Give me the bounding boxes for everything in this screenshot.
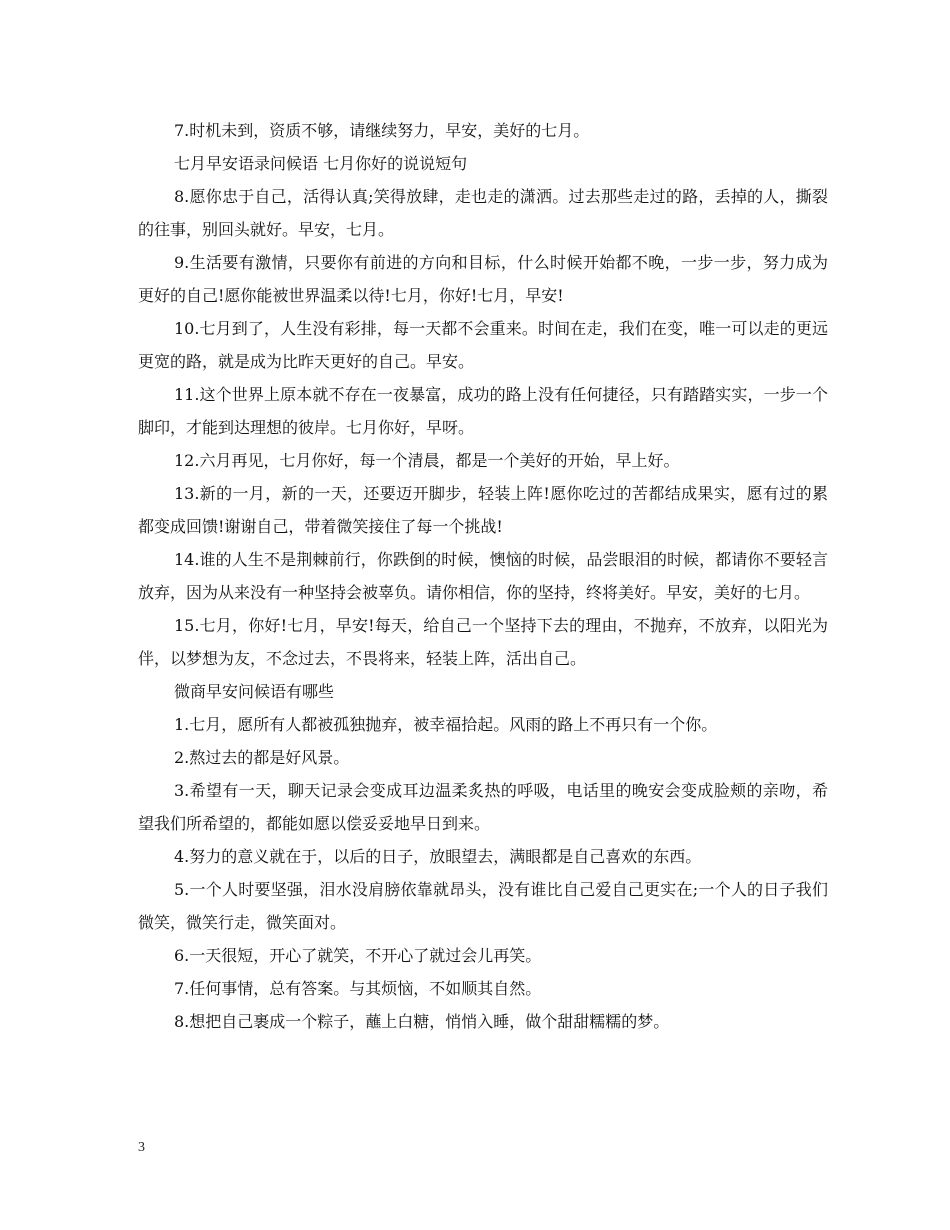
paragraph: 5.一个人时要坚强，泪水没肩膀依靠就昂头，没有谁比自己爱自己更实在;一个人的日子我们微笑，微笑行走，微笑面对。 <box>138 880 828 932</box>
paragraph: 11.这个世界上原本就不存在一夜暴富，成功的路上没有任何捷径，只有踏踏实实，一步一个脚印，才能到达理想的彼岸。七月你好，早呀。 <box>138 385 828 437</box>
page-content <box>138 114 828 1038</box>
paragraph: 3.希望有一天，聊天记录会变成耳边温柔炙热的呼吸，电话里的晚安会变成脸颊的亲吻，希望我们所希望的，都能如愿以偿妥妥地早日到来。 <box>138 781 828 833</box>
section-heading: 微商早安问候语有哪些 <box>174 682 335 701</box>
paragraph: 7.时机未到，资质不够，请继续努力，早安，美好的七月。 <box>174 121 590 140</box>
paragraph: 7.任何事情，总有答案。与其烦恼，不如顺其自然。 <box>174 979 542 998</box>
paragraph: 15.七月，你好!七月，早安!每天，给自己一个坚持下去的理由，不抛弃，不放弃，以阳光为伴，以梦想为友，不念过去，不畏将来，轻装上阵，活出自己。 <box>138 616 828 668</box>
paragraph: 8.想把自己裹成一个粽子，蘸上白糖，悄悄入睡，做个甜甜糯糯的梦。 <box>174 1012 670 1031</box>
paragraph: 13.新的一月，新的一天，还要迈开脚步，轻装上阵!愿你吃过的苦都结成果实，愿有过的累都变成回馈!谢谢自己，带着微笑接住了每一个挑战! <box>138 484 828 536</box>
paragraph: 10.七月到了，人生没有彩排，每一天都不会重来。时间在走，我们在变，唯一可以走的更远更宽的路，就是成为比昨天更好的自己。早安。 <box>138 319 828 371</box>
paragraph: 12.六月再见，七月你好，每一个清晨，都是一个美好的开始，早上好。 <box>174 451 680 470</box>
section-heading: 七月早安语录问候语 七月你好的说说短句 <box>174 154 468 173</box>
paragraph: 4.努力的意义就在于，以后的日子，放眼望去，满眼都是自己喜欢的东西。 <box>174 847 702 866</box>
paragraph: 8.愿你忠于自己，活得认真;笑得放肆，走也走的潇洒。过去那些走过的路，丢掉的人，撕裂的往事，别回头就好。早安，七月。 <box>138 187 828 239</box>
page-number: 3 <box>138 1140 145 1155</box>
paragraph: 6.一天很短，开心了就笑，不开心了就过会儿再笑。 <box>174 946 542 965</box>
paragraph: 2.熬过去的都是好风景。 <box>174 748 350 767</box>
paragraph: 9.生活要有激情，只要你有前进的方向和目标，什么时候开始都不晚，一步一步，努力成为更好的自己!愿你能被世界温柔以待!七月，你好!七月，早安! <box>138 253 828 305</box>
paragraph: 1.七月，愿所有人都被孤独抛弃，被幸福拾起。风雨的路上不再只有一个你。 <box>174 715 718 734</box>
paragraph: 14.谁的人生不是荆棘前行，你跌倒的时候，懊恼的时候，品尝眼泪的时候，都请你不要轻言放弃，因为从来没有一种坚持会被辜负。请你相信，你的坚持，终将美好。早安，美好的七月。 <box>138 550 828 602</box>
